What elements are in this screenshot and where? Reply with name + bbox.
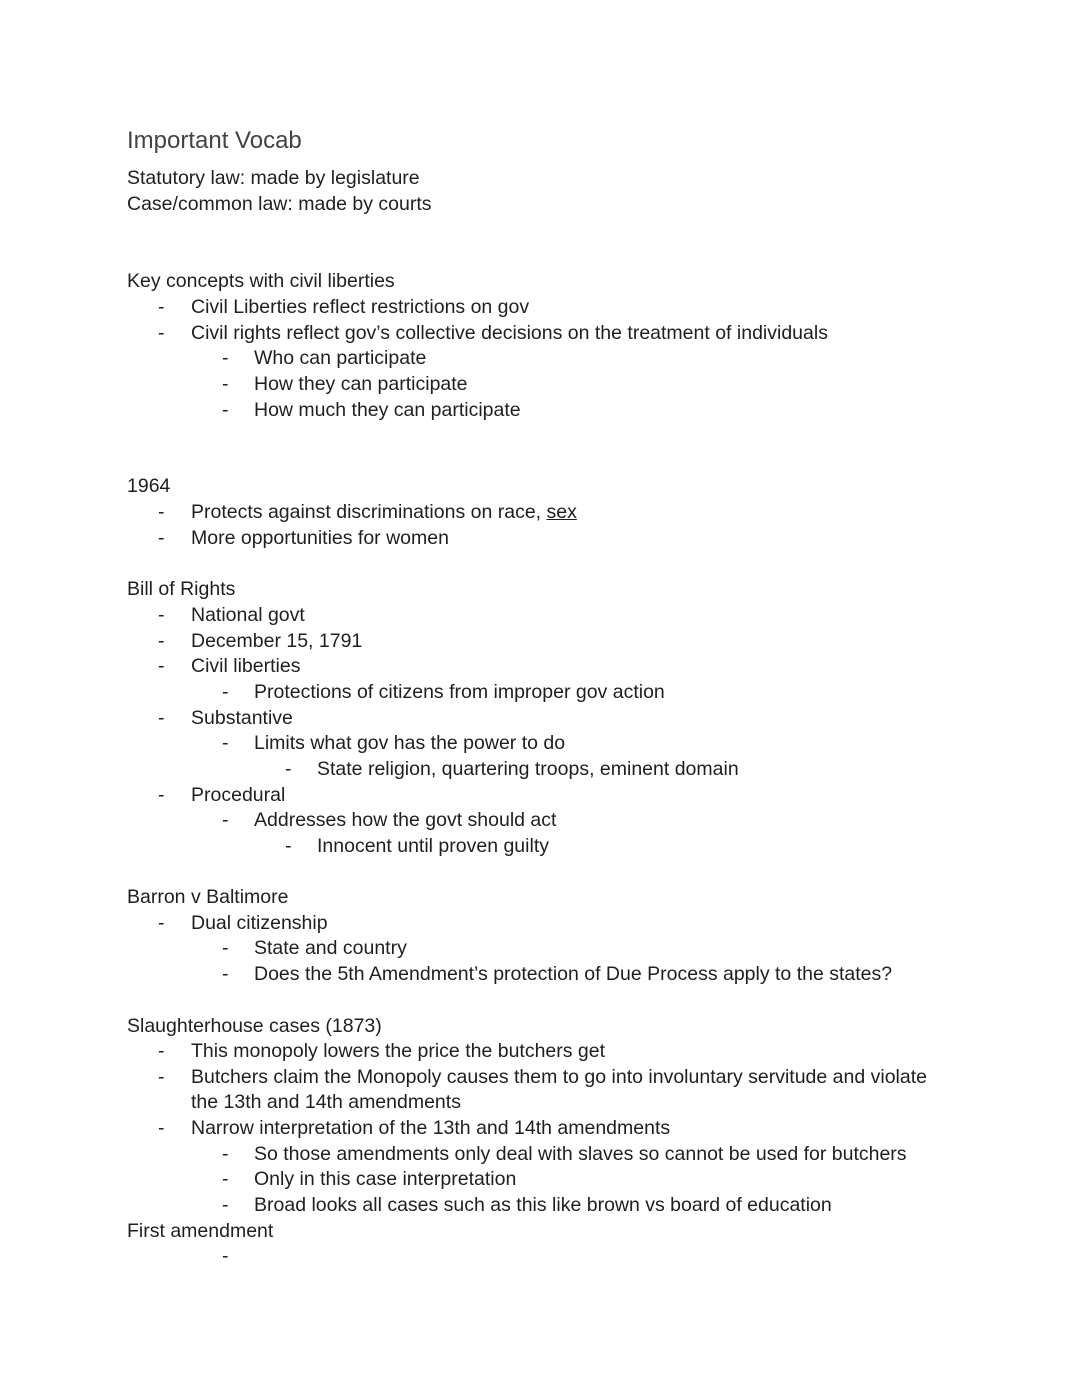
bullet: - bbox=[222, 399, 229, 421]
bullet: - bbox=[158, 1040, 165, 1062]
bullet: - bbox=[158, 501, 165, 523]
bullet: - bbox=[222, 373, 229, 395]
list-item: Civil Liberties reflect restrictions on gov bbox=[191, 296, 530, 318]
bullet: - bbox=[222, 347, 229, 369]
list-item: Addresses how the govt should act bbox=[254, 809, 557, 831]
year-1964-heading: 1964 bbox=[127, 475, 171, 497]
list-item: State and country bbox=[254, 937, 407, 959]
list-item: Only in this case interpretation bbox=[254, 1168, 517, 1190]
list-item: Narrow interpretation of the 13th and 14th amendments bbox=[191, 1117, 671, 1139]
bill-of-rights-heading: Bill of Rights bbox=[127, 578, 236, 600]
sex-link[interactable]: sex bbox=[546, 501, 577, 523]
bullet: - bbox=[158, 784, 165, 806]
list-item: Protections of citizens from improper gov action bbox=[254, 681, 665, 703]
bullet: - bbox=[285, 758, 292, 780]
bullet: - bbox=[158, 604, 165, 626]
bullet: - bbox=[222, 681, 229, 703]
list-item-continuation: the 13th and 14th amendments bbox=[191, 1091, 461, 1113]
list-item: How they can participate bbox=[254, 373, 468, 395]
vocab-statutory: Statutory law: made by legislature bbox=[127, 167, 420, 189]
list-item: More opportunities for women bbox=[191, 527, 449, 549]
bullet: - bbox=[222, 1143, 229, 1165]
bullet: - bbox=[222, 937, 229, 959]
list-item: December 15, 1791 bbox=[191, 630, 363, 652]
list-item: Does the 5th Amendment’s protection of Due Process apply to the states? bbox=[254, 963, 893, 985]
list-item: How much they can participate bbox=[254, 399, 521, 421]
list-item: Broad looks all cases such as this like brown vs board of education bbox=[254, 1194, 832, 1216]
list-item: Limits what gov has the power to do bbox=[254, 732, 566, 754]
bullet: - bbox=[222, 1245, 229, 1267]
bullet: - bbox=[158, 322, 165, 344]
barron-heading: Barron v Baltimore bbox=[127, 886, 289, 908]
page-title: Important Vocab bbox=[127, 127, 302, 154]
slaughterhouse-heading: Slaughterhouse cases (1873) bbox=[127, 1015, 382, 1037]
bullet: - bbox=[158, 912, 165, 934]
list-item: So those amendments only deal with slaves so cannot be used for butchers bbox=[254, 1143, 907, 1165]
bullet: - bbox=[158, 1066, 165, 1088]
bullet: - bbox=[158, 296, 165, 318]
list-item bbox=[191, 499, 577, 525]
list-item: Dual citizenship bbox=[191, 912, 328, 934]
vocab-case-common: Case/common law: made by courts bbox=[127, 193, 432, 215]
list-item: Civil rights reflect gov’s collective decisions on the treatment of individuals bbox=[191, 322, 828, 344]
first-amendment-heading: First amendment bbox=[127, 1220, 274, 1242]
list-item: National govt bbox=[191, 604, 305, 626]
key-concepts-heading: Key concepts with civil liberties bbox=[127, 270, 395, 292]
bullet: - bbox=[158, 655, 165, 677]
bullet: - bbox=[222, 1194, 229, 1216]
bullet: - bbox=[222, 963, 229, 985]
list-item: State religion, quartering troops, eminent domain bbox=[317, 758, 739, 780]
bullet: - bbox=[158, 1117, 165, 1139]
list-item: Butchers claim the Monopoly causes them to go into involuntary servitude and violate bbox=[191, 1066, 927, 1088]
bullet: - bbox=[222, 732, 229, 754]
bullet: - bbox=[285, 835, 292, 857]
bullet: - bbox=[158, 707, 165, 729]
list-item: This monopoly lowers the price the butchers get bbox=[191, 1040, 606, 1062]
list-item: Procedural bbox=[191, 784, 286, 806]
list-item: Civil liberties bbox=[191, 655, 301, 677]
bullet: - bbox=[222, 1168, 229, 1190]
list-item-text: Protects against discriminations on race, bbox=[191, 501, 547, 523]
list-item: Innocent until proven guilty bbox=[317, 835, 549, 857]
bullet: - bbox=[158, 630, 165, 652]
list-item: Who can participate bbox=[254, 347, 427, 369]
bullet: - bbox=[158, 527, 165, 549]
bullet: - bbox=[222, 809, 229, 831]
list-item: Substantive bbox=[191, 707, 293, 729]
